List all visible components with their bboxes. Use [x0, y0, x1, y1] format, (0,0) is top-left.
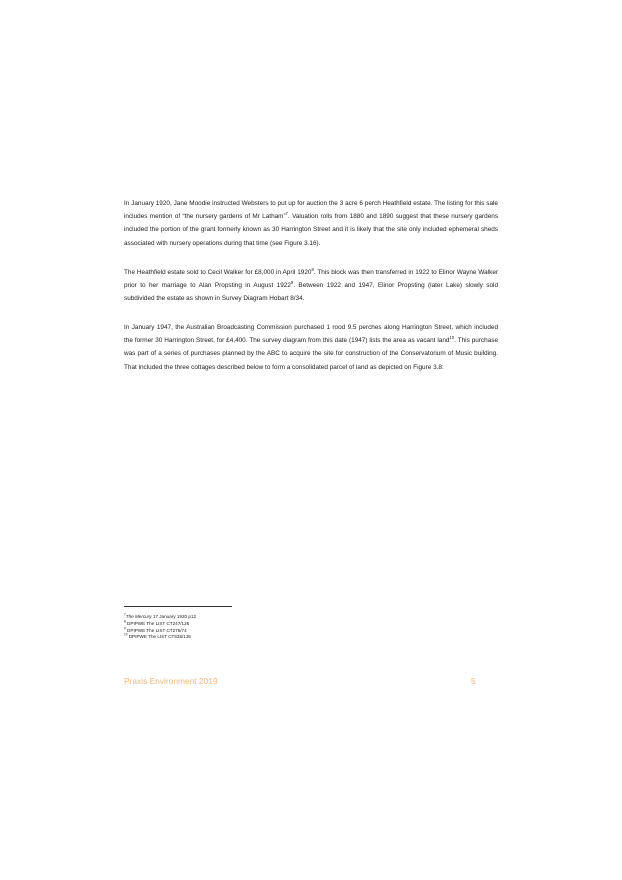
footnote-10 — [124, 634, 324, 641]
footer-page-number: 5 — [471, 676, 476, 686]
footnote-ref-7[interactable]: 7 — [285, 211, 288, 217]
footnote-number: 7 — [124, 612, 126, 617]
footnote-text: DPIPWE The LIST CT275/74 — [125, 627, 187, 633]
footnote-divider — [124, 606, 232, 607]
footnote-number: 9 — [124, 626, 126, 631]
paragraph-1-text-b: . Valuation rolls from 1880 and 1890 suggest that these nursery gardens included the portion of the grant formerly known as 30 Harrington Street and it is likely that the site only included ephemeral sheds associated with nursery operations during that time (see Figure 3.16). — [124, 213, 499, 247]
footnotes-list — [124, 614, 324, 641]
paragraph-3-text-b: . This purchase was part of a series of purchases planned by the ABC to acquire the site for construction of the Conservatorium of Music building. That included the three cottages described below to form a consolidated parcel of land as depicted on Figure 3.8: — [124, 337, 498, 371]
body-paragraph-2 — [124, 266, 498, 306]
footnote-source-title: The Mercury — [125, 614, 152, 619]
paragraph-3-text-a: In January 1947, the Australian Broadcasting Commission purchased 1 rood 9.5 perches along Harrington Street, which included the former 30 Harrington Street, for £4,400. The survey diagram from this date (1947) lists the area as vacant land — [124, 324, 498, 345]
footnote-text: 17 January 1920 p12 — [151, 614, 197, 619]
paragraph-2-text-b: . This block was then transferred in 1922 to Elinor Wayne Walker prior to her marriage to Alan Propsting in August 1922 — [124, 269, 498, 290]
footer-publisher: Praxis Environment 2019 — [124, 676, 218, 686]
footnote-ref-10[interactable]: 10 — [449, 335, 455, 341]
footnote-number: 8 — [124, 619, 126, 624]
paragraph-2-text-a: The Heathfield estate sold to Cecil Walker for £8,000 in April 1920 — [124, 269, 312, 276]
paragraph-2-text-c: . Between 1922 and 1947, Elinor Propsting (later Lake) slowly sold subdivided the estate as shown in Survey Diagram Hobart 8/34. — [124, 282, 499, 303]
paragraph-1-text-a: In January 1920, Jane Moodie instructed Websters to put up for auction the 3 acre 6 perch Heathfield estate. The listing for this sale includes mention of “the nursery gardens of Mr Latham” — [124, 200, 498, 221]
footnote-text: DPIPWE The LIST CT538/136 — [127, 634, 191, 640]
footnote-ref-8[interactable]: 8 — [311, 266, 314, 272]
body-paragraph-1 — [124, 197, 498, 250]
footnote-number: 10 — [124, 632, 128, 637]
footnote-ref-9[interactable]: 9 — [290, 280, 294, 286]
footnote-text: DPIPWE The LIST CT247/126 — [125, 620, 190, 626]
body-paragraph-3 — [124, 321, 498, 374]
